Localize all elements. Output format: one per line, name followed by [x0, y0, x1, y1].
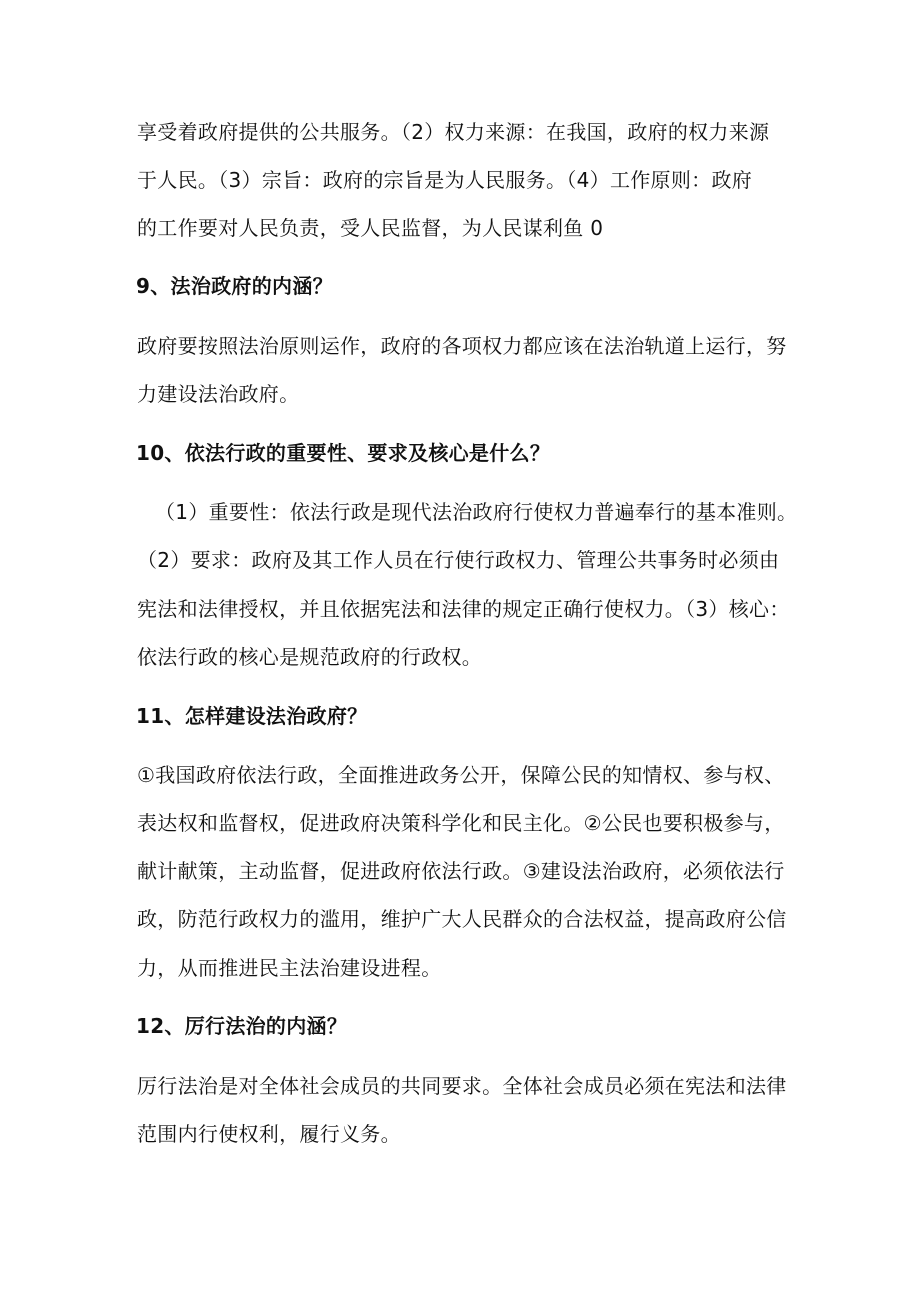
q10-heading: 10、依法行政的重要性、要求及核心是什么？ [136, 441, 551, 465]
q9-heading: 9、法治政府的内涵？ [136, 274, 333, 298]
q11-line-5: 力，从而推进民主法治建设进程。 [137, 956, 442, 980]
q11-line-3: 献计献策，主动监督，促进政府依法行政。③建设法治政府，必须依法行 [137, 859, 785, 883]
q11-line-1: ①我国政府依法行政，全面推进政务公开，保障公民的知情权、参与权、 [137, 763, 785, 787]
q11-heading: 11、怎样建设法治政府？ [136, 704, 368, 728]
q10-line-3: 宪法和法律授权，并且依据宪法和法律的规定正确行使权力。（3）核心： [137, 597, 790, 621]
q12-line-2: 范围内行使权利，履行义务。 [137, 1122, 401, 1146]
q10-line-2: （2）要求：政府及其工作人员在行使行政权力、管理公共事务时必须由 [137, 548, 780, 572]
q11-line-2: 表达权和监督权，促进政府决策科学化和民主化。②公民也要积极参与， [137, 811, 785, 835]
q9-line-1: 政府要按照法治原则运作，政府的各项权力都应该在法治轨道上运行，努 [137, 334, 787, 358]
q12-line-1: 厉行法治是对全体社会成员的共同要求。全体社会成员必须在宪法和法律 [137, 1074, 787, 1098]
q12-heading: 12、厉行法治的内涵？ [136, 1014, 348, 1038]
q9-line-2: 力建设法治政府。 [137, 382, 300, 406]
q10-line-4: 依法行政的核心是规范政府的行政权。 [137, 645, 483, 669]
intro-line-1: 享受着政府提供的公共服务。（2）权力来源：在我国，政府的权力来源 [137, 120, 770, 144]
intro-line-3: 的工作要对人民负责，受人民监督，为人民谋利鱼 0 [137, 216, 604, 240]
q11-line-4: 政，防范行政权力的滥用，维护广大人民群众的合法权益，提高政府公信 [137, 907, 787, 931]
q10-line-1: （1）重要性：依法行政是现代法治政府行使权力普遍奉行的基本准则。 [155, 500, 798, 524]
intro-line-2: 于人民。（3）宗旨：政府的宗旨是为人民服务。（4）工作原则：政府 [137, 168, 753, 192]
